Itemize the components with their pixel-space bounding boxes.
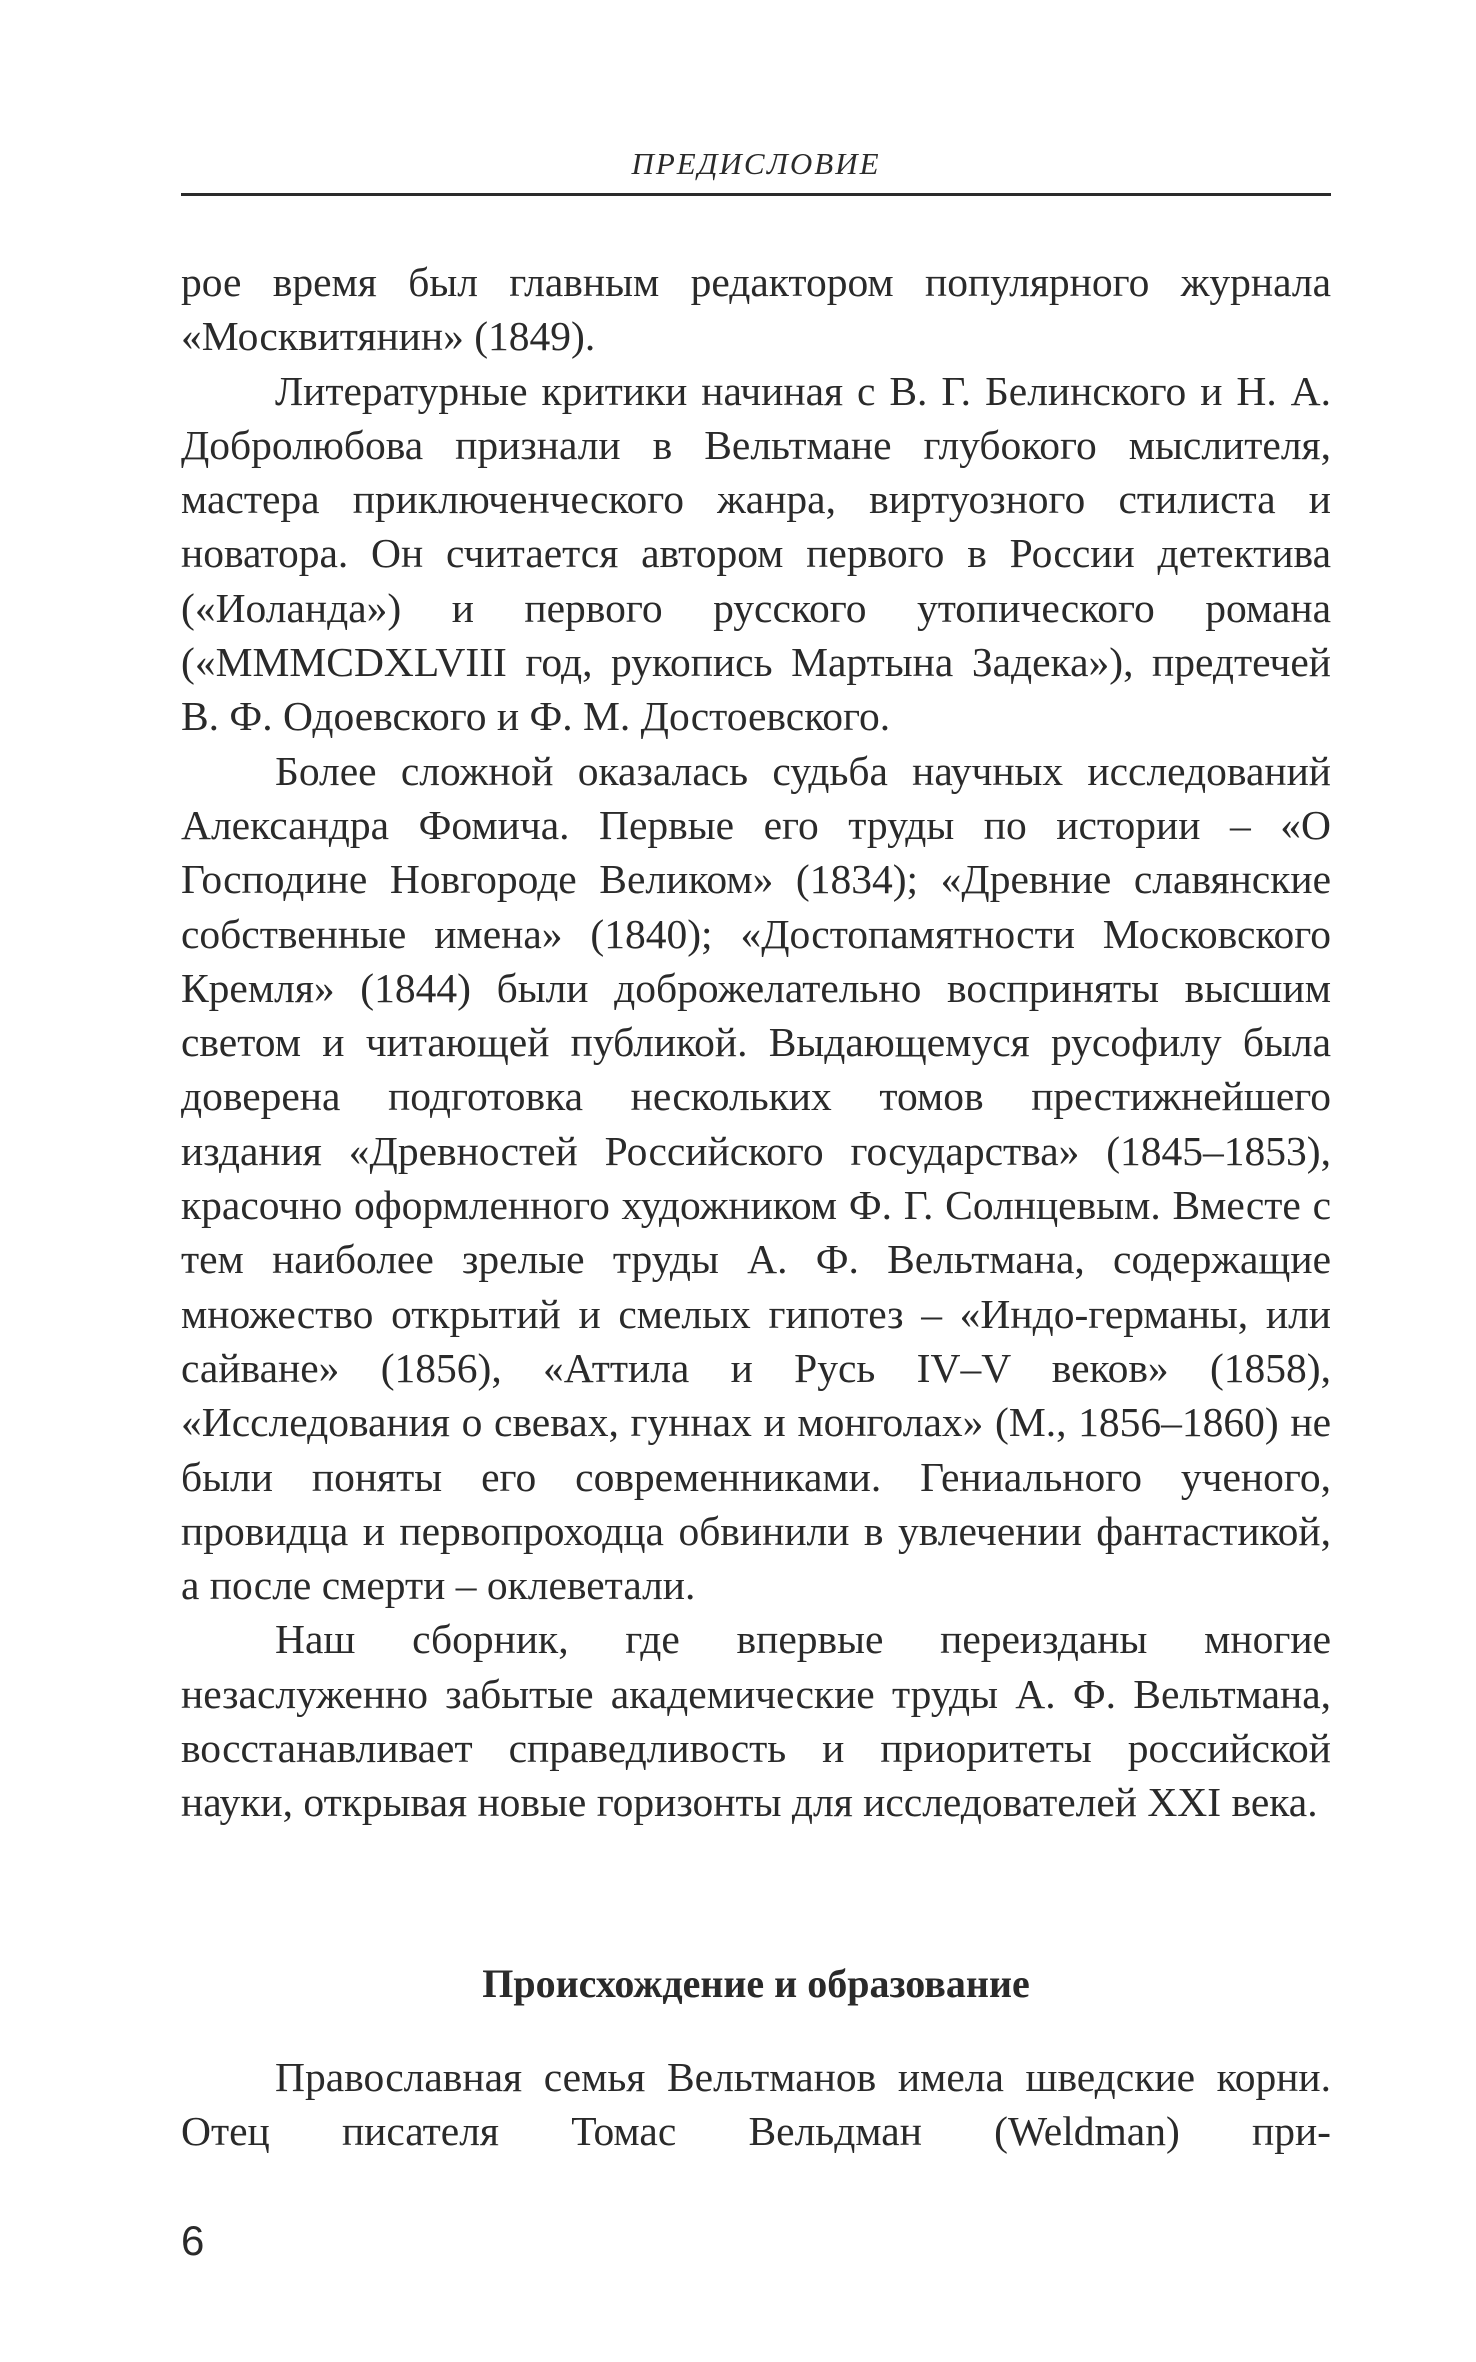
- paragraph-origin: Православная семья Вельтманов имела шведские корни. Отец писателя Томас Вельдман (Weldman) при-: [181, 2054, 1331, 2155]
- paragraph-collection: Наш сборник, где впервые переизданы многие незаслуженно забытые академические труды А. Ф. Вельтмана, восстанавливает справедливость и приоритеты российской науки, открывая новые горизонты для исследователей XXI века.: [181, 1616, 1331, 1826]
- section-heading: Происхождение и образование: [482, 1961, 1030, 2006]
- paragraph-critics: Литературные критики начиная с В. Г. Белинского и Н. А. Добролюбова признали в Вельтмане глубокого мыслителя, мастера приключенческого жанра, виртуозного стилиста и новатора. Он считается автором первого в России детектива («Иоланда») и первого русского утопического романа («MMMCDXLVIII год, рукопись Мартына Задека»), предтечей В. Ф. Одоевского и Ф. М. Достоевского.: [181, 367, 1331, 740]
- running-head: ПРЕДИСЛОВИЕ: [631, 146, 881, 181]
- page-number: 6: [181, 2217, 205, 2264]
- header-rule: [181, 193, 1331, 196]
- section-body-text: [181, 2050, 1331, 2159]
- paragraph-continuation: рое время был главным редактором популярного журнала «Москвитянин» (1849).: [181, 259, 1331, 360]
- body-text: [181, 255, 1331, 1830]
- paragraph-research: Более сложной оказалась судьба научных исследований Александра Фомича. Первые его труды по истории – «О Господине Новгороде Великом» (1834); «Древние славянские собственные имена» (1840); «Достопамятности Московского Кремля» (1844) были доброжелательно восприняты высшим светом и читающей публикой. Выдающемуся русофилу была доверена подготовка нескольких томов престижнейшего издания «Древностей Российского государства» (1845–1853), красочно оформленного художником Ф. Г. Солнцевым. Вместе с тем наиболее зрелые труды А. Ф. Вельтмана, содержащие множество открытий и смелых гипотез – «Индо-германы, или сайване» (1856), «Аттила и Русь IV–V веков» (1858), «Исследования о свевах, гуннах и монголах» (М., 1856–1860) не были поняты его современниками. Гениального ученого, провидца и первопроходца обвинили в увлечении фантастикой, а после смерти – оклеветали.: [181, 747, 1331, 1609]
